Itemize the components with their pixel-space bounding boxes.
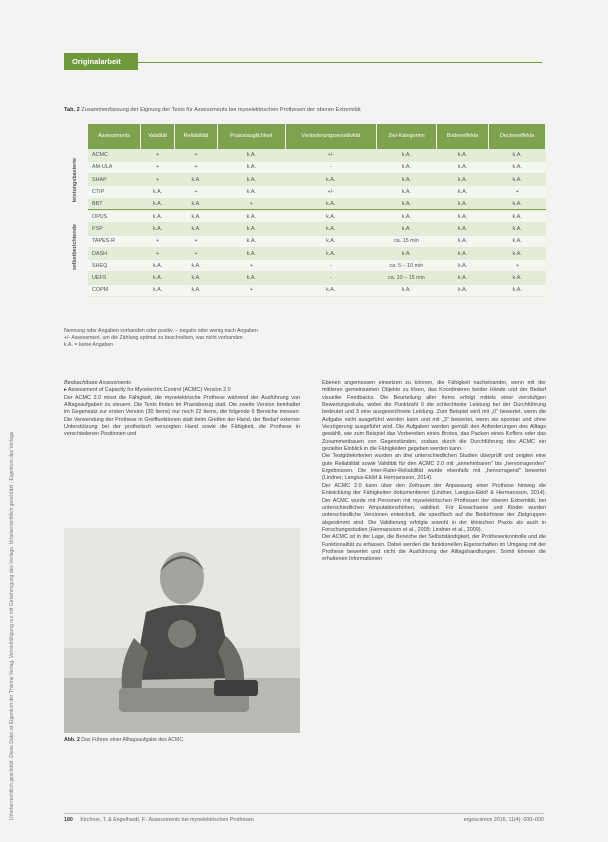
rating-cell: k.A. (489, 149, 546, 161)
assessment-bullet: ▸ Assessment of Capacity for Myoelectric Control (ACMC) Version 2.0 (64, 387, 231, 394)
table-row (88, 149, 546, 161)
row-group-label-text: leistungsbasierte (72, 157, 78, 202)
assessment-name-cell: AM-ULA (88, 161, 141, 173)
rating-cell: k.A. (285, 174, 377, 186)
footer-rule (64, 813, 544, 814)
rating-cell: k.A. (175, 260, 218, 272)
page-footer (64, 817, 544, 823)
rating-cell: k.A. (218, 272, 285, 284)
left-column (64, 380, 300, 439)
column-header: Assessments (88, 124, 141, 149)
rating-cell: k.A. (141, 284, 175, 296)
rating-cell: ca. 10 – 15 min (377, 272, 437, 284)
rating-cell: k.A. (436, 161, 489, 173)
rating-cell: + (489, 260, 546, 272)
rating-cell: - (285, 272, 377, 284)
figure-caption-text: Das Führen einer Alltagsaufgabe des ACMC. (79, 737, 185, 743)
rating-cell: - (285, 260, 377, 272)
column-header: Validität (141, 124, 175, 149)
assessment-name-cell: UEFS (88, 272, 141, 284)
table-row (88, 186, 546, 198)
table-caption-text: Zusammenfassung der Eignung der Tests für Assessments bei myoelektrischen Prothesen der oberen Extremität (79, 107, 361, 113)
figure-caption-label: Abb. 2 (64, 737, 80, 743)
column-header: Praxistauglichkeit (218, 124, 285, 149)
table-header-row (88, 124, 546, 149)
rating-cell: k.A. (436, 272, 489, 284)
rating-cell: k.A. (377, 247, 437, 259)
rating-cell: k.A. (285, 223, 377, 235)
rating-cell: k.A. (489, 284, 546, 296)
rating-cell: k.A. (436, 247, 489, 259)
table-row (88, 174, 546, 186)
rating-cell: +/- (285, 186, 377, 198)
rating-cell: ca. 5 – 10 min (377, 260, 437, 272)
table-row (88, 235, 546, 247)
footer-citation: Kirchner, T. & Engelhardt, F.: Assessments bei myoelektrischen Prothesen (80, 817, 254, 823)
body-paragraph: Ebenen angemessen einsetzen zu können, die Fähigkeit nacheinander, wenn mit der mittleren gemeinsamen Objekte zu lösen, das Koordinieren beider Hände und der Bedarf visueller Feedbacks. Die Beurteilung aller Items erfolgt mittels einer vierstufigen Bewertungsskala, wobei die Punktzahl 0 die schlechteste Leistung bei der Durchführung bedeutet und 3 eine ausgezeichnete Leistung. Zum Beispiel wird mit „0" bewertet, wenn die Aufgabe nicht ausgeführt werden kann und mit „3" bewertet, wenn sie spontan und ohne Verzögerung ausgeführt wird. Die Aufgaben werden gemäß den Anforderungen des Alltags gewählt, wie zum Beispiel das Vorbereiten eines Brotes, das Packen eines Koffers oder das Zusammenbauen von Gegenständen, sodass durch die Durchführung des ACMC ein gezielter Einblick in die Fähigkeiten gegeben werden kann. (322, 380, 546, 453)
rating-cell: k.A. (436, 210, 489, 222)
rating-cell: k.A. (489, 223, 546, 235)
rating-cell: k.A. (285, 247, 377, 259)
rating-cell: k.A. (141, 186, 175, 198)
copyright-side-note: Urheberrechtlich geschützt. Diese Datei ist Eigentum der Thieme Verlag. Vervielfältigung nur mit Genehmigung des Verlags. Urheberrechtlich geschützt · Eigentum des Verlags (9, 431, 15, 820)
rating-cell: +/- (285, 149, 377, 161)
rating-cell: + (175, 235, 218, 247)
table-caption-label: Tab. 2 (64, 107, 80, 113)
rating-cell: k.A. (489, 210, 546, 222)
acmc-photo (64, 528, 300, 733)
column-header: Reliabilität (175, 124, 218, 149)
rating-cell: k.A. (285, 198, 377, 210)
rating-cell: k.A. (175, 210, 218, 222)
journal-reference: ergoscience 2016; 11(4): 000–000 (463, 817, 544, 823)
rating-cell: k.A. (141, 198, 175, 210)
rating-cell: k.A. (218, 247, 285, 259)
rating-cell: k.A. (436, 174, 489, 186)
rating-cell: k.A. (436, 198, 489, 210)
table-row (88, 223, 546, 235)
table-row (88, 210, 546, 222)
rating-cell: + (218, 198, 285, 210)
rating-cell: k.A. (175, 174, 218, 186)
assessment-name-cell: OPUS (88, 210, 141, 222)
rating-cell: k.A. (436, 186, 489, 198)
rating-cell: k.A. (141, 210, 175, 222)
assessment-name-cell: COPM (88, 284, 141, 296)
rating-cell: k.A. (218, 174, 285, 186)
rating-cell: k.A. (489, 272, 546, 284)
table-caption (64, 107, 542, 113)
body-paragraph: Der ACMC 2.0 kann über den Zeitraum der Anpassung einer Prothese hinweg die Entwicklung der Fähigkeiten dokumentieren (Lindner, Langius-Eklöf & Hermansson, 2014). Der ACMC wurde mit Personen mit myoelektrischen Prothesen der oberen Extremität, bei unterschiedlichen Amputationshöhen, validiert. Für Erwachsene und Kinder wurden unterschiedliche Versionen entwickelt, die spezifisch auf die Bedürfnisse der Zielgruppen abgestimmt sind. Die Validierung erfolgte sowohl in der klinischen Praxis als auch in Forschungsstudien (Hermansson et al., 2005; Lindner et al., 2009). (322, 482, 546, 533)
rating-cell: k.A. (218, 210, 285, 222)
table-row (88, 272, 546, 284)
table-row (88, 260, 546, 272)
rating-cell: k.A. (436, 260, 489, 272)
rating-cell: k.A. (175, 272, 218, 284)
assessment-name-cell: CTIP (88, 186, 141, 198)
body-paragraph: Der ACMC 2.0 misst die Fähigkeit, die myoelektrische Prothese während der Ausführung von Alltagsaufgaben zu steuern. Die Tests finden im Praxisbezug statt. Die zweite Version beinhaltet im Gegensatz zur ersten Version (30 Items) nur noch 22 Items, die folgende 6 Bereiche messen: Die Verwendung der Prothese in Greiffunktionen statt beim Greifen der Hand, der Bedarf externer Unterstützung bei der prothetisch versorgten Hand sowie die Fähigkeit, die Prothese in verschiedenen Positionen und (64, 394, 300, 438)
assessment-name-cell: SHAP (88, 174, 141, 186)
row-group-label (64, 149, 86, 210)
rating-cell: k.A. (175, 223, 218, 235)
rating-cell: + (175, 186, 218, 198)
column-header: Deckeneffekte (489, 124, 546, 149)
body-paragraph: Der ACMC ist in der Lage, die Bereiche der Selbstständigkeit, der Prothesenkontrolle und die Funktionalität zu erfassen. Dabei werden die funktionellen Eigenschaften im Umgang mit der Prothese bewertet und nicht die Ausführung der Alltagshandlungen. Somit können die erhaltenen Informationen (322, 534, 546, 563)
rating-cell: + (141, 247, 175, 259)
group-divider (88, 209, 546, 210)
assessment-table (88, 124, 546, 297)
row-group-label-text: selbstberichtende (72, 224, 78, 271)
rating-cell: + (141, 235, 175, 247)
rating-cell: k.A. (377, 284, 437, 296)
rating-cell: k.A. (218, 235, 285, 247)
rating-cell: k.A. (377, 210, 437, 222)
rating-cell: k.A. (377, 223, 437, 235)
rating-cell: k.A. (218, 186, 285, 198)
rating-cell: - (285, 161, 377, 173)
rating-cell: k.A. (377, 174, 437, 186)
column-header: Veränderungssensitivität (285, 124, 377, 149)
column-header: Bodeneffekte (436, 124, 489, 149)
table-row (88, 247, 546, 259)
rating-cell: k.A. (175, 284, 218, 296)
assessment-name-cell: TAPES-R (88, 235, 141, 247)
rating-cell: ca. 15 min (377, 235, 437, 247)
rating-cell: + (175, 149, 218, 161)
table-note: +/- Assessment, um die Zählung optimal zu beschreiben, war nicht vorhanden (64, 335, 243, 342)
rating-cell: k.A. (377, 161, 437, 173)
assessment-name-cell: SHEQ (88, 260, 141, 272)
rating-cell: k.A. (436, 235, 489, 247)
table-body (88, 149, 546, 297)
rating-cell: k.A. (175, 198, 218, 210)
table-note: k.A. = keine Angaben (64, 342, 114, 349)
rating-cell: k.A. (489, 235, 546, 247)
rating-cell: k.A. (377, 149, 437, 161)
rating-cell: k.A. (377, 198, 437, 210)
rating-cell: k.A. (489, 161, 546, 173)
rating-cell: + (175, 161, 218, 173)
assessment-name-cell: DASH (88, 247, 141, 259)
rating-cell: + (218, 284, 285, 296)
assessment-name-cell: PSP (88, 223, 141, 235)
assessment-name-cell: BBT (88, 198, 141, 210)
rating-cell: k.A. (436, 284, 489, 296)
rating-cell: k.A. (436, 223, 489, 235)
right-column (322, 380, 546, 564)
table-notes (64, 328, 544, 350)
rating-cell: + (141, 161, 175, 173)
rating-cell: k.A. (285, 235, 377, 247)
table-row (88, 161, 546, 173)
rating-cell: k.A. (218, 149, 285, 161)
figure-caption (64, 737, 300, 743)
section-tag: Originalarbeit (64, 53, 138, 70)
rating-cell: + (141, 174, 175, 186)
rating-cell: k.A. (218, 223, 285, 235)
table-note: Nennung oder Angaben vorhanden oder positiv, – negativ oder wenig nach Angaben (64, 328, 258, 334)
rating-cell: k.A. (489, 198, 546, 210)
rating-cell: + (141, 149, 175, 161)
rating-cell: + (175, 247, 218, 259)
rating-cell: k.A. (141, 260, 175, 272)
rating-cell: k.A. (218, 161, 285, 173)
rating-cell: k.A. (436, 149, 489, 161)
column-header: Ziel-Kategorien (377, 124, 437, 149)
table-row (88, 284, 546, 296)
body-paragraph: Die Testgütekriterien wurden an drei unterschiedlichen Studien überprüft und zeigten eine gute Reliabilität sowie Validität für den ACMC 2.0 mit „annehmbaren" bis „hervorragenden" Ergebnissen. Die Inter-Rater-Reliabilität wurde ebenfalls mit „hervorragend" bewertet (Lindner, Langius-Eklöf & Hermansson, 2014). (322, 453, 546, 482)
rating-cell: + (218, 260, 285, 272)
subheading: Beobachtbare Assessments (64, 380, 131, 386)
assessment-name-cell: ACMC (88, 149, 141, 161)
rating-cell: + (489, 186, 546, 198)
rating-cell: k.A. (141, 223, 175, 235)
rating-cell: k.A. (285, 210, 377, 222)
rating-cell: k.A. (489, 174, 546, 186)
rating-cell: k.A. (285, 284, 377, 296)
rating-cell: k.A. (141, 272, 175, 284)
page-number: 180 (64, 817, 73, 823)
rating-cell: k.A. (377, 186, 437, 198)
rating-cell: k.A. (489, 247, 546, 259)
photo-illustration (64, 528, 300, 733)
row-group-label (64, 210, 86, 284)
